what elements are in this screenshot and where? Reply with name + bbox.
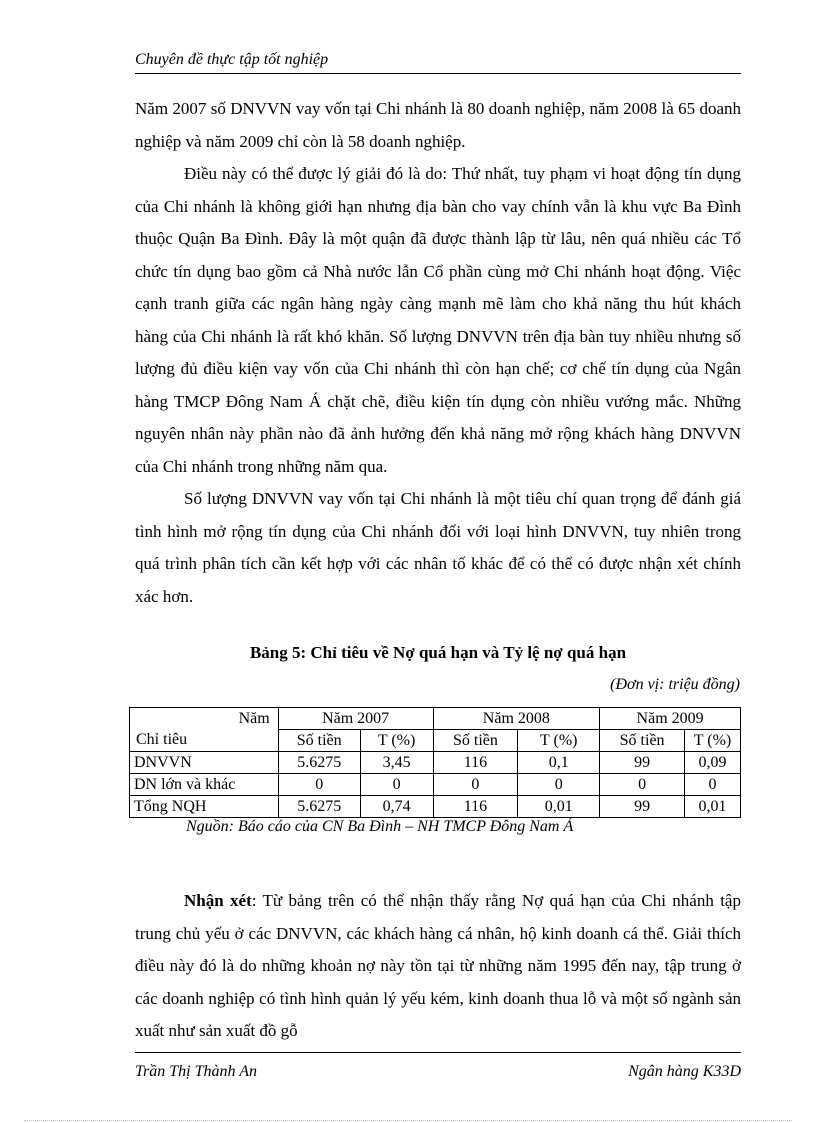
table-unit: (Đơn vị: triệu đồng) [610,676,740,693]
footer-class: Ngân hàng K33D [628,1063,741,1080]
paragraph-1: Năm 2007 số DNVVN vay vốn tại Chi nhánh là 80 doanh nghiệp, năm 2008 là 65 doanh nghiệp và năm 2009 chỉ còn là 58 doanh nghiệp. [135,99,741,151]
table-cell: 5.6275 [278,752,360,774]
table-cell: 0,01 [685,796,741,818]
body-text [135,93,741,613]
comment-label: Nhận xét [184,891,252,910]
table-row [130,752,741,774]
page-edge-divider [24,1120,792,1121]
row-label: Tổng NQH [130,796,279,818]
sub-header: T (%) [518,730,600,752]
year-header: Năm 2009 [600,708,741,730]
table-row [130,774,741,796]
npl-table [129,707,741,818]
sub-header: T (%) [360,730,433,752]
row-label: DN lớn và khác [130,774,279,796]
table-cell: 99 [600,796,685,818]
row-label: DNVVN [130,752,279,774]
table-cell: 116 [433,796,518,818]
table-cell: 0 [278,774,360,796]
table-cell: 99 [600,752,685,774]
paragraph-3: Số lượng DNVVN vay vốn tại Chi nhánh là một tiêu chí quan trọng để đánh giá tình hình mở rộng tín dụng của Chi nhánh đối với loại hình DNVVN, tuy nhiên trong quá trình phân tích cần kết hợp với các nhân tố khác để có thể có được nhận xét chính xác hơn. [135,489,741,606]
table-source: Nguồn: Báo cáo của CN Ba Đình – NH TMCP Đông Nam Á [186,818,574,835]
comment-text: : Từ bảng trên có thể nhận thấy rằng Nợ quá hạn của Chi nhánh tập trung chủ yếu ở các DNVVN, các khách hàng cá nhân, hộ kinh doanh cá thể. Giải thích điều này đó là do những khoản nợ này tồn tại từ những năm 1995 đến nay, tập trung ở các doanh nghiệp có tình hình quản lý yếu kém, kinh doanh thua lỗ và một số ngành sản xuất như sản xuất đồ gỗ [135,891,741,1040]
table-cell: 0 [518,774,600,796]
table-cell: 116 [433,752,518,774]
table-cell: 0,01 [518,796,600,818]
table-cell: 0,74 [360,796,433,818]
year-header: Năm 2007 [278,708,433,730]
table-cell: 0,09 [685,752,741,774]
paragraph-2: Điều này có thể được lý giải đó là do: Thứ nhất, tuy phạm vi hoạt động tín dụng của Chi nhánh là không giới hạn nhưng địa bàn cho vay chính vẫn là khu vực Ba Đình thuộc Quận Ba Đình. Đây là một quận đã được thành lập từ lâu, nên quá nhiều các Tổ chức tín dụng bao gồm cả Nhà nước lẫn Cổ phần cùng mở Chi nhánh hoạt động. Việc cạnh tranh giữa các ngân hàng ngày càng mạnh mẽ làm cho khả năng thu hút khách hàng của Chi nhánh là rất khó khăn. Số lượng DNVVN trên địa bàn tuy nhiều nhưng số lượng đủ điều kiện vay vốn của Chi nhánh thì còn hạn chế; cơ chế tín dụng của Ngân hàng TMCP Đông Nam Á chặt chẽ, điều kiện tín dụng còn nhiều vướng mắc. Những nguyên nhân này phần nào đã ảnh hưởng đến khả năng mở rộng khách hàng DNVVN của Chi nhánh trong những năm qua. [135,164,741,476]
page-footer [135,1052,741,1080]
sub-header: Số tiền [433,730,518,752]
table-cell: 0 [685,774,741,796]
year-header: Năm 2008 [433,708,600,730]
table-cell: 0,1 [518,752,600,774]
sub-header: Số tiền [278,730,360,752]
sub-header: T (%) [685,730,741,752]
footer-author: Trần Thị Thành An [135,1063,257,1080]
header-title: Chuyên đề thực tập tốt nghiệp [135,51,329,68]
table-cell: 0 [433,774,518,796]
corner-year-label: Năm [238,710,270,727]
table-cell: 3,45 [360,752,433,774]
table-row [130,796,741,818]
table-header-row [130,708,741,730]
corner-criteria-label: Chỉ tiêu [136,731,188,748]
table-title: Bảng 5: Chỉ tiêu về Nợ quá hạn và Tỷ lệ nợ quá hạn [249,643,627,662]
page-header [135,49,741,74]
table-corner-cell [130,708,279,752]
table-cell: 5.6275 [278,796,360,818]
comment-paragraph [135,885,741,1048]
table-cell: 0 [600,774,685,796]
table-cell: 0 [360,774,433,796]
sub-header: Số tiền [600,730,685,752]
